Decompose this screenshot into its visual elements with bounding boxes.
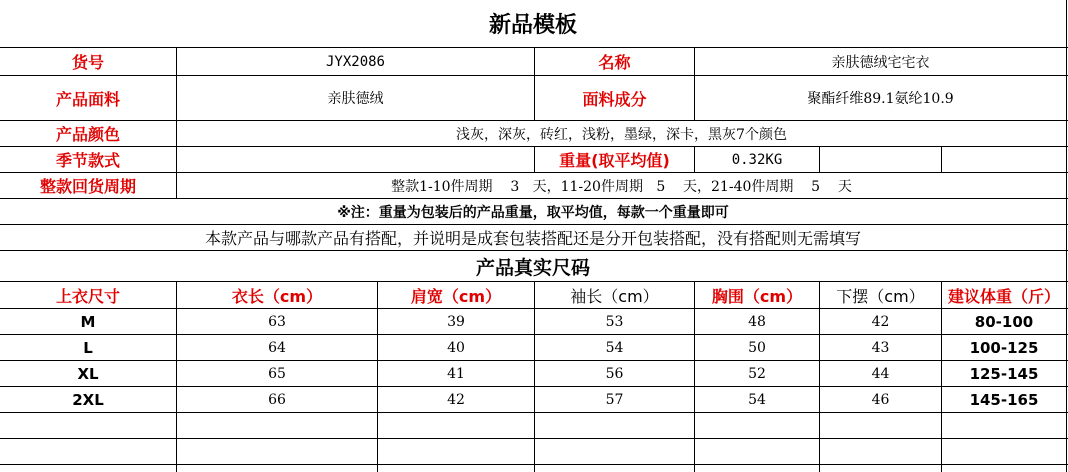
weight-label: 重量(取平均值) [559,151,670,170]
size-header-sleeve: 袖长（cm） [570,286,659,306]
size-cell-chest: 54 [748,391,766,408]
color-label: 产品颜色 [55,125,120,144]
size-cell-hem: 44 [871,365,890,382]
size-cell-size: L [83,338,93,357]
size-cell-shoulder: 41 [447,365,465,382]
size-cell-size: 2XL [72,390,104,409]
size-cell-hem: 43 [871,339,890,356]
size-cell-sleeve: 54 [605,339,624,356]
size-cell-length: 65 [268,365,286,382]
page-title: 新品模板 [488,13,577,38]
color-value: 浅灰，深灰，砖红，浅粉，墨绿，深卡，黑灰7个颜色 [456,126,787,143]
size-cell-chest: 48 [748,313,766,330]
size-cell-size: M [80,312,96,331]
size-cell-sleeve: 56 [605,365,624,382]
season-value [177,147,534,172]
size-cell-hem: 42 [871,313,890,330]
size-cell-shoulder: 40 [447,339,465,356]
cycle-value: 整款1-10件周期 3 天，11-20件周期 5 天，21-40件周期 5 天 [391,178,852,195]
size-cell-sleeve: 57 [605,391,624,408]
size-header-chest: 胸围（cm） [711,286,803,306]
size-cell-shoulder: 39 [447,313,465,330]
size-cell-size: XL [77,364,99,383]
item-no-value: JYX2086 [325,53,385,70]
size-cell-weight: 80-100 [974,312,1034,331]
size-header-weight: 建议体重（斤） [947,286,1060,306]
composition-value: 聚酯纤维89.1氨纶10.9 [807,91,954,107]
size-cell-chest: 52 [748,365,766,382]
size-cell-weight: 145-165 [969,390,1039,409]
note-text: ※注：重量为包装后的产品重量，取平均值，每款一个重量即可 [337,204,729,221]
size-header-size: 上衣尺寸 [55,286,120,306]
size-cell-shoulder: 42 [447,391,465,408]
size-header-hem: 下摆（cm） [836,286,925,306]
weight-value: 0.32KG [731,151,783,168]
size-cell-length: 63 [268,313,286,330]
name-label: 名称 [598,53,631,72]
size-cell-chest: 50 [748,339,766,356]
size-cell-length: 64 [268,339,286,356]
size-cell-weight: 125-145 [969,364,1039,383]
composition-label: 面料成分 [582,89,647,109]
size-cell-weight: 100-125 [969,338,1039,357]
weight-note [0,199,1066,224]
fabric-label: 产品面料 [55,89,120,109]
item-no-label: 货号 [71,53,104,72]
fabric-value: 亲肤德绒 [327,91,384,107]
season-label: 季节款式 [55,151,120,170]
size-header-shoulder: 肩宽（cm） [410,286,502,306]
size-cell-length: 66 [268,391,286,408]
size-header-length: 衣长（cm） [231,286,323,306]
matching-note: 本款产品与哪款产品有搭配，并说明是成套包装搭配还是分开包装搭配，没有搭配则无需填写 [204,229,861,248]
cycle-label: 整款回货周期 [39,177,136,196]
name-value: 亲肤德绒宅宅衣 [831,54,930,71]
size-table-title: 产品真实尺码 [475,256,590,279]
size-cell-sleeve: 53 [605,313,624,330]
size-cell-hem: 46 [871,391,890,408]
